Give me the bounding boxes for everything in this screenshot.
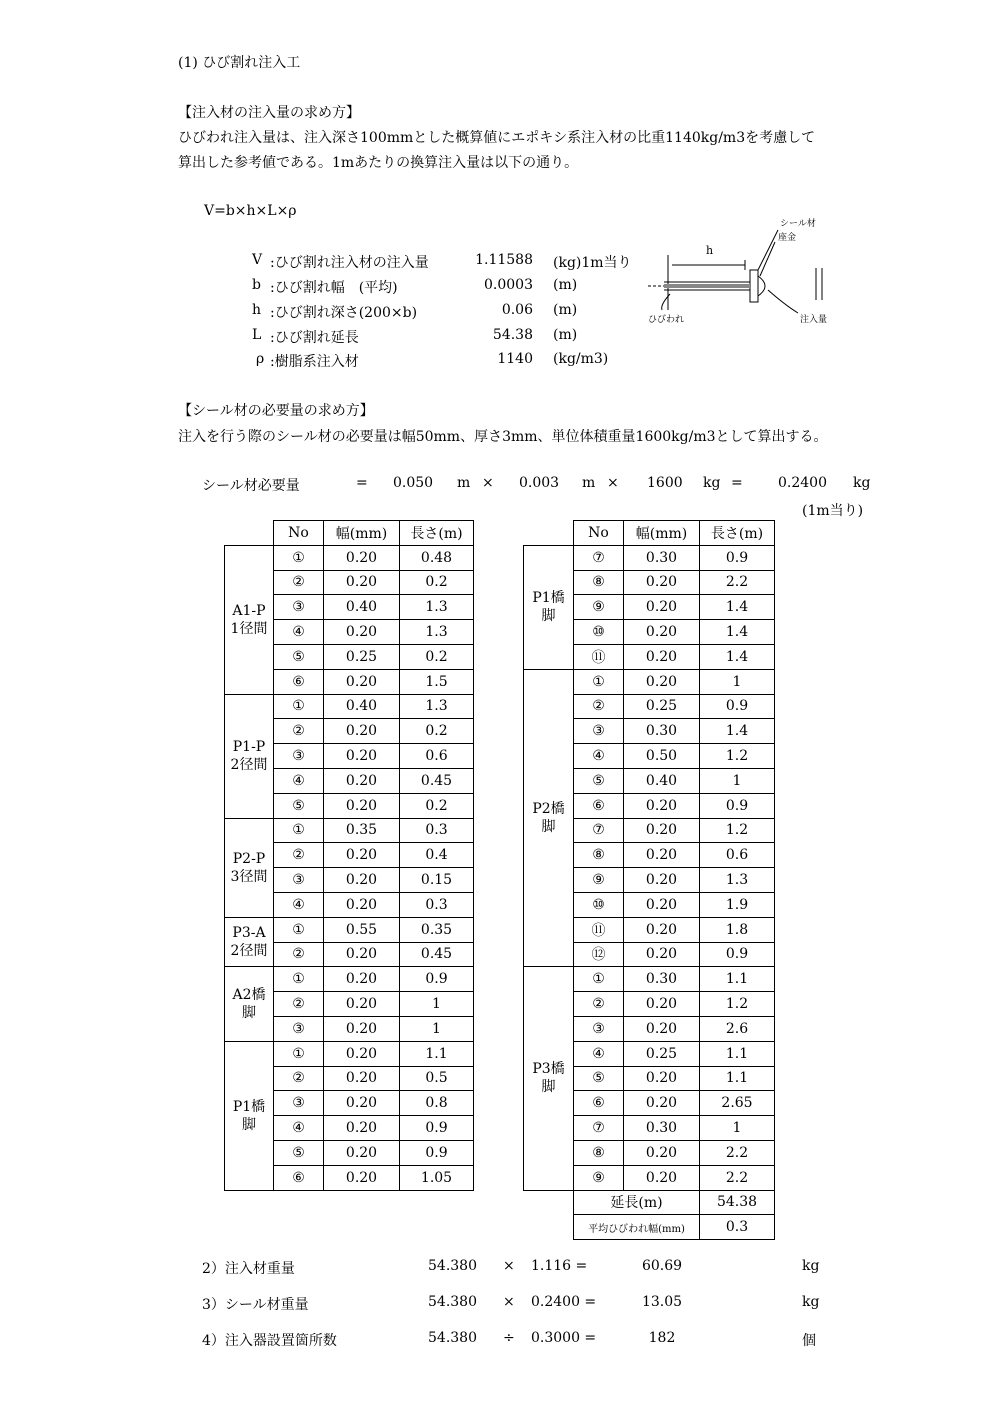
cell-no: ⑦ <box>574 818 624 843</box>
table-row <box>225 917 474 942</box>
cell-width: 0.20 <box>324 669 400 694</box>
variable-unit: (m) <box>553 277 578 293</box>
cell-width: 0.20 <box>324 1140 400 1165</box>
cell-width: 0.20 <box>624 1066 700 1091</box>
summary-label: 4）注入器設置箇所数 <box>202 1333 337 1349</box>
seal-calc-width-unit: m <box>457 475 471 491</box>
cell-width: 0.20 <box>624 868 700 893</box>
cell-width: 0.20 <box>624 570 700 595</box>
summary-operator: × <box>503 1294 515 1310</box>
variable-description: :ひび割れ深さ(200×b) <box>270 305 418 321</box>
cell-no: ① <box>274 818 324 843</box>
seal-heading: 【シール材の必要量の求め方】 <box>178 403 374 419</box>
cell-no: ③ <box>574 719 624 744</box>
cell-length: 1.9 <box>700 892 775 917</box>
seal-calc-times1: × <box>482 475 494 491</box>
cell-no: ④ <box>574 744 624 769</box>
cell-no: ⑧ <box>574 1140 624 1165</box>
cell-width: 0.20 <box>324 719 400 744</box>
variable-unit: (kg/m3) <box>553 351 609 367</box>
seal-calc-density: 1600 <box>647 475 683 491</box>
cell-width: 0.20 <box>624 1091 700 1116</box>
total-value: 54.38 <box>700 1190 775 1215</box>
cell-no: ⑤ <box>274 644 324 669</box>
cell-length: 1.3 <box>700 868 775 893</box>
injection-heading: 【注入材の注入量の求め方】 <box>178 105 360 121</box>
cell-length: 2.2 <box>700 1165 775 1190</box>
cell-width: 0.20 <box>624 644 700 669</box>
cell-width: 0.20 <box>624 620 700 645</box>
cell-width: 0.35 <box>324 818 400 843</box>
table-row <box>225 545 474 570</box>
cell-no: ④ <box>274 620 324 645</box>
table-row <box>524 967 775 992</box>
cell-no: ③ <box>274 744 324 769</box>
cell-width: 0.20 <box>324 1016 400 1041</box>
cell-width: 0.40 <box>324 595 400 620</box>
cell-length: 1.4 <box>700 644 775 669</box>
volume-formula: V=b×h×L×ρ <box>204 203 297 219</box>
cell-width: 0.20 <box>324 1116 400 1141</box>
header-no: No <box>574 521 624 546</box>
cell-width: 0.20 <box>624 595 700 620</box>
group-label: P1橋 脚 <box>524 545 574 669</box>
cell-length: 0.48 <box>400 545 474 570</box>
group-label: P2-P 3径間 <box>225 818 274 917</box>
summary-operator: ÷ <box>503 1330 515 1346</box>
cell-width: 0.20 <box>324 570 400 595</box>
table-row <box>225 694 474 719</box>
cell-no: ⑥ <box>574 1091 624 1116</box>
variable-unit: (m) <box>553 302 578 318</box>
cell-length: 1.3 <box>400 694 474 719</box>
cell-length: 1.3 <box>400 595 474 620</box>
cell-width: 0.50 <box>624 744 700 769</box>
summary-operand-a: 54.380 <box>428 1294 477 1310</box>
cell-width: 0.20 <box>624 1016 700 1041</box>
table-header-row <box>524 521 775 546</box>
seal-calc-width: 0.050 <box>393 475 434 491</box>
cell-width: 0.20 <box>324 1091 400 1116</box>
cell-no: ③ <box>274 1091 324 1116</box>
cell-width: 0.55 <box>324 917 400 942</box>
cell-no: ⑥ <box>574 793 624 818</box>
cell-length: 0.35 <box>400 917 474 942</box>
variable-value: 0.06 <box>501 302 533 318</box>
cell-width: 0.20 <box>324 744 400 769</box>
cell-no: ② <box>274 1066 324 1091</box>
cell-width: 0.20 <box>624 843 700 868</box>
cell-no: ③ <box>274 1016 324 1041</box>
cell-length: 1.3 <box>400 620 474 645</box>
cell-length: 0.5 <box>400 1066 474 1091</box>
cell-no: ② <box>274 992 324 1017</box>
seal-calc-equals2: = <box>731 475 743 491</box>
cell-length: 0.2 <box>400 719 474 744</box>
diagram-label-crack: ひびわれ <box>648 315 685 325</box>
group-label: P1橋 脚 <box>225 1041 274 1190</box>
cell-no: ⑨ <box>574 1165 624 1190</box>
cell-width: 0.20 <box>324 942 400 967</box>
cell-length: 1.1 <box>700 967 775 992</box>
header-length: 長さ(m) <box>400 521 474 546</box>
diagram-label-h: h <box>706 244 714 257</box>
cell-no: ① <box>274 545 324 570</box>
total-value: 0.3 <box>700 1215 775 1240</box>
seal-calc-times2: × <box>607 475 619 491</box>
total-label: 平均ひびわれ幅(mm) <box>574 1215 700 1240</box>
injection-description-line1: ひびわれ注入量は、注入深さ100mmとした概算値にエポキシ系注入材の比重1140kg/m3を考慮して <box>178 130 816 146</box>
summary-operand-a: 54.380 <box>428 1330 477 1346</box>
table-row <box>225 1041 474 1066</box>
cell-no: ① <box>274 1041 324 1066</box>
cell-length: 0.45 <box>400 942 474 967</box>
cell-no: ① <box>274 694 324 719</box>
cell-width: 0.20 <box>324 892 400 917</box>
cell-length: 0.9 <box>700 793 775 818</box>
cell-width: 0.20 <box>624 917 700 942</box>
cell-width: 0.20 <box>324 545 400 570</box>
cell-width: 0.20 <box>324 793 400 818</box>
cell-no: ① <box>574 967 624 992</box>
summary-result: 60.69 <box>641 1258 683 1274</box>
cell-width: 0.20 <box>624 793 700 818</box>
cell-length: 1 <box>400 1016 474 1041</box>
cell-no: ① <box>274 917 324 942</box>
diagram-label-base: 座金 <box>778 233 797 243</box>
cell-no: ② <box>274 843 324 868</box>
cell-length: 1.5 <box>400 669 474 694</box>
cell-width: 0.40 <box>324 694 400 719</box>
cell-length: 0.3 <box>400 892 474 917</box>
seal-description: 注入を行う際のシール材の必要量は幅50mm、厚さ3mm、単位体積重量1600kg/m3として算出する。 <box>178 429 828 445</box>
cell-width: 0.20 <box>624 669 700 694</box>
header-width: 幅(mm) <box>324 521 400 546</box>
cell-width: 0.25 <box>324 644 400 669</box>
cell-length: 1.2 <box>700 818 775 843</box>
variable-symbol: h <box>252 302 262 318</box>
summary-unit: 個 <box>802 1333 816 1349</box>
table-row <box>524 545 775 570</box>
seal-calc-equals: = <box>356 475 368 491</box>
summary-operand-b: 0.2400 = <box>531 1294 597 1310</box>
cell-length: 0.2 <box>400 793 474 818</box>
cell-length: 0.6 <box>700 843 775 868</box>
cell-no: ② <box>274 942 324 967</box>
group-label: P1-P 2径間 <box>225 694 274 818</box>
cell-width: 0.20 <box>324 868 400 893</box>
group-label: A2橋 脚 <box>225 967 274 1041</box>
crack-table-left <box>224 520 474 1191</box>
seal-calc-result-unit: kg <box>853 475 871 491</box>
section-title: (1) ひび割れ注入工 <box>178 55 301 71</box>
cell-width: 0.30 <box>624 967 700 992</box>
cell-no: ⑥ <box>274 1165 324 1190</box>
cell-no: ⑤ <box>274 793 324 818</box>
cell-length: 0.15 <box>400 868 474 893</box>
cell-no: ⑧ <box>574 570 624 595</box>
header-no: No <box>274 521 324 546</box>
cell-no: ① <box>274 967 324 992</box>
cell-no: ④ <box>574 1041 624 1066</box>
cell-length: 2.65 <box>700 1091 775 1116</box>
cell-no: ⑤ <box>574 768 624 793</box>
cell-no: ⑩ <box>574 892 624 917</box>
seal-calc-result: 0.2400 <box>778 475 827 491</box>
cell-no: ⑧ <box>574 843 624 868</box>
cell-no: ② <box>274 570 324 595</box>
cell-width: 0.20 <box>624 1165 700 1190</box>
injection-description-line2: 算出した参考値である。1mあたりの換算注入量は以下の通り。 <box>178 155 579 171</box>
seal-calc-density-unit: kg <box>703 475 721 491</box>
cell-length: 2.6 <box>700 1016 775 1041</box>
variable-description: :ひび割れ延長 <box>270 330 359 346</box>
seal-calc-label: シール材必要量 <box>202 478 300 494</box>
cell-length: 1.2 <box>700 744 775 769</box>
cell-length: 1.1 <box>700 1066 775 1091</box>
cell-width: 0.20 <box>324 768 400 793</box>
variable-symbol: V <box>252 252 263 268</box>
summary-operand-b: 1.116 = <box>531 1258 588 1274</box>
cell-length: 1 <box>700 1116 775 1141</box>
table-row <box>524 669 775 694</box>
summary-unit: kg <box>802 1294 820 1310</box>
cell-length: 2.2 <box>700 570 775 595</box>
cell-length: 0.6 <box>400 744 474 769</box>
summary-result: 13.05 <box>641 1294 683 1310</box>
table-row <box>225 818 474 843</box>
summary-result: 182 <box>648 1330 676 1346</box>
table-header-row <box>225 521 474 546</box>
cell-width: 0.20 <box>624 992 700 1017</box>
variable-value: 0.0003 <box>484 277 533 293</box>
table-row <box>225 967 474 992</box>
cell-length: 0.8 <box>400 1091 474 1116</box>
summary-operator: × <box>503 1258 515 1274</box>
cell-width: 0.25 <box>624 1041 700 1066</box>
cell-no: ⑪ <box>574 644 624 669</box>
diagram-label-inject: 注入量 <box>800 315 828 325</box>
group-label: P2橋 脚 <box>524 669 574 967</box>
seal-calc-thickness-unit: m <box>582 475 596 491</box>
cell-width: 0.25 <box>624 694 700 719</box>
cell-length: 0.9 <box>400 1140 474 1165</box>
cell-no: ⑩ <box>574 620 624 645</box>
summary-label: 3）シール材重量 <box>202 1297 309 1313</box>
cell-no: ⑨ <box>574 595 624 620</box>
cell-length: 1 <box>700 768 775 793</box>
cell-length: 0.4 <box>400 843 474 868</box>
variable-value: 1140 <box>497 351 533 367</box>
cell-length: 0.2 <box>400 570 474 595</box>
cell-length: 2.2 <box>700 1140 775 1165</box>
cell-no: ⑪ <box>574 917 624 942</box>
variable-symbol: L <box>252 327 262 343</box>
cell-no: ③ <box>274 868 324 893</box>
cell-no: ⑤ <box>274 1140 324 1165</box>
cell-width: 0.20 <box>324 967 400 992</box>
cell-length: 1.4 <box>700 620 775 645</box>
crack-injection-diagram <box>640 210 840 325</box>
cell-length: 1.2 <box>700 992 775 1017</box>
cell-no: ④ <box>274 892 324 917</box>
cell-length: 0.2 <box>400 644 474 669</box>
seal-calc-note: (1m当り) <box>802 503 864 519</box>
cell-no: ① <box>574 669 624 694</box>
variable-value: 1.11588 <box>475 252 533 268</box>
cell-no: ③ <box>274 595 324 620</box>
variable-unit: (m) <box>553 327 578 343</box>
group-label: A1-P 1径間 <box>225 545 274 694</box>
cell-length: 0.9 <box>700 694 775 719</box>
variable-symbol: b <box>252 277 261 293</box>
cell-length: 0.9 <box>700 942 775 967</box>
cell-length: 1 <box>700 669 775 694</box>
cell-width: 0.20 <box>324 843 400 868</box>
cell-width: 0.20 <box>624 818 700 843</box>
variable-unit: (kg)1m当り <box>553 255 632 271</box>
cell-no: ⑨ <box>574 868 624 893</box>
cell-no: ④ <box>274 768 324 793</box>
cell-no: ⑥ <box>274 669 324 694</box>
variable-symbol: ρ <box>256 351 265 367</box>
cell-length: 1.05 <box>400 1165 474 1190</box>
cell-no: ⑦ <box>574 1116 624 1141</box>
cell-width: 0.30 <box>624 719 700 744</box>
diagram-label-seal: シール材 <box>780 219 816 229</box>
cell-length: 1.8 <box>700 917 775 942</box>
cell-length: 0.3 <box>400 818 474 843</box>
cell-width: 0.20 <box>624 942 700 967</box>
group-label: P3橋 脚 <box>524 967 574 1190</box>
variable-description: :ひび割れ幅 (平均) <box>270 280 398 296</box>
header-length: 長さ(m) <box>700 521 775 546</box>
cell-length: 1.4 <box>700 719 775 744</box>
cell-width: 0.20 <box>624 892 700 917</box>
cell-length: 1.4 <box>700 595 775 620</box>
summary-operand-a: 54.380 <box>428 1258 477 1274</box>
cell-width: 0.40 <box>624 768 700 793</box>
cell-width: 0.20 <box>324 620 400 645</box>
cell-length: 1.1 <box>400 1041 474 1066</box>
summary-unit: kg <box>802 1258 820 1274</box>
header-width: 幅(mm) <box>624 521 700 546</box>
cell-width: 0.20 <box>324 992 400 1017</box>
group-label: P3-A 2径間 <box>225 917 274 967</box>
variable-value: 54.38 <box>492 327 533 343</box>
cell-length: 0.9 <box>400 967 474 992</box>
seal-calc-thickness: 0.003 <box>519 475 560 491</box>
cell-length: 1 <box>400 992 474 1017</box>
cell-no: ② <box>274 719 324 744</box>
cell-width: 0.20 <box>324 1165 400 1190</box>
total-label: 延長(m) <box>574 1190 700 1215</box>
cell-width: 0.20 <box>624 1140 700 1165</box>
crack-table-right <box>523 520 775 1240</box>
total-row <box>524 1190 775 1215</box>
cell-width: 0.20 <box>324 1066 400 1091</box>
cell-width: 0.30 <box>624 1116 700 1141</box>
cell-no: ⑫ <box>574 942 624 967</box>
summary-label: 2）注入材重量 <box>202 1261 295 1277</box>
summary-operand-b: 0.3000 = <box>531 1330 597 1346</box>
cell-no: ⑤ <box>574 1066 624 1091</box>
variable-description: :樹脂系注入材 <box>270 354 359 370</box>
cell-no: ② <box>574 694 624 719</box>
cell-length: 0.9 <box>700 545 775 570</box>
cell-width: 0.20 <box>324 1041 400 1066</box>
cell-no: ② <box>574 992 624 1017</box>
cell-no: ⑦ <box>574 545 624 570</box>
cell-no: ③ <box>574 1016 624 1041</box>
cell-length: 0.45 <box>400 768 474 793</box>
cell-no: ④ <box>274 1116 324 1141</box>
cell-length: 0.9 <box>400 1116 474 1141</box>
total-row <box>524 1215 775 1240</box>
variable-description: :ひび割れ注入材の注入量 <box>270 255 429 271</box>
cell-length: 1.1 <box>700 1041 775 1066</box>
cell-width: 0.30 <box>624 545 700 570</box>
